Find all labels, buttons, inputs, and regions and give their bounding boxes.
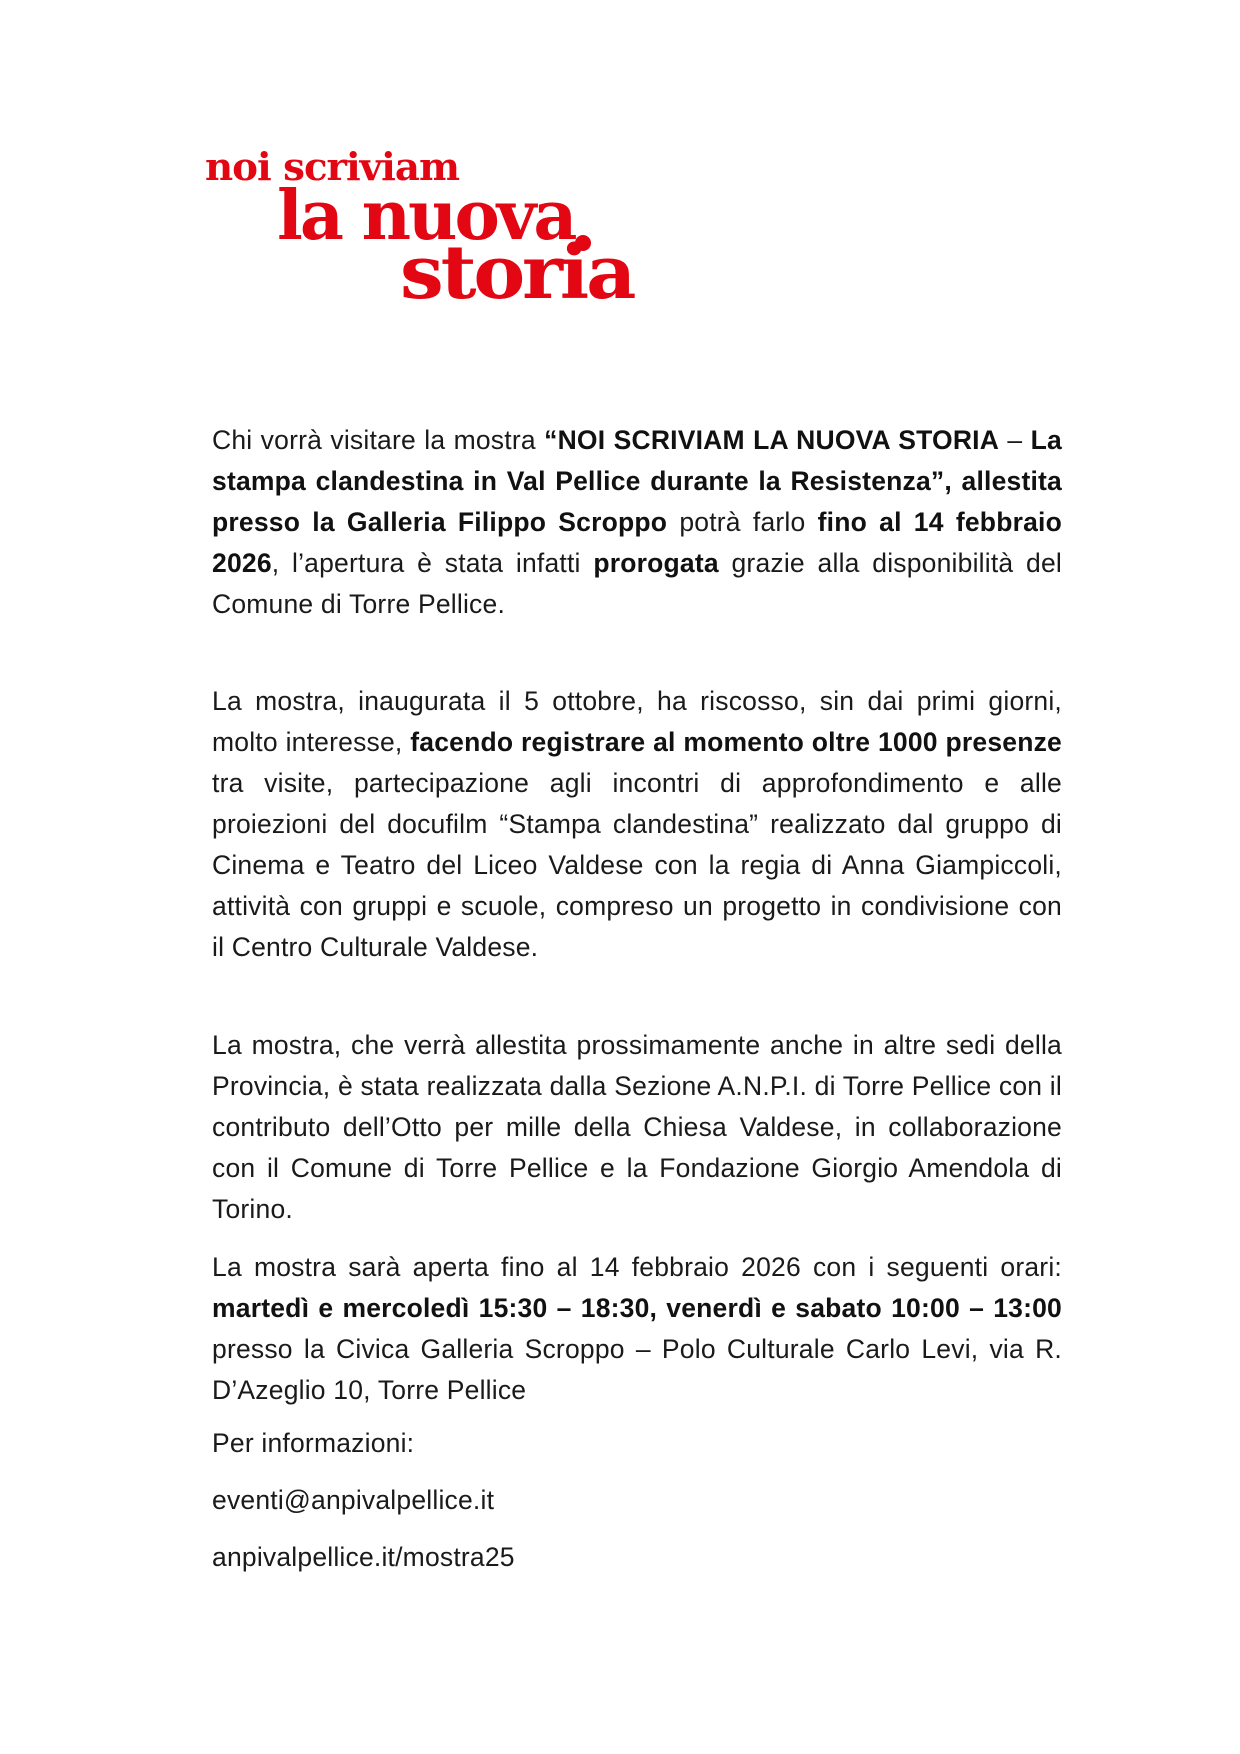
paragraph-attendance (212, 681, 1062, 968)
text-run: presso la Civica Galleria Scroppo – Polo Culturale Carlo Levi, via R. D’Azeglio 10, Torre Pellice (212, 1334, 1062, 1405)
paragraph-intro (212, 420, 1062, 625)
logo-line-1: noi scriviam (205, 144, 459, 189)
text-run: grazie alla disponibilità del Comune di Torre Pellice. (212, 548, 1062, 619)
text-run: tra visite, partecipazione agli incontri di approfondimento e alle proiezioni del docufilm “Stampa clandestina” realizzato dal gruppo di Cinema e Teatro del Liceo Valdese con la regia di Anna Giampiccoli, attività con gruppi e scuole, compreso un progetto in condivisione con il Centro Culturale Valdese. (212, 768, 1062, 962)
text-run: La mostra sarà aperta fino al 14 febbraio 2026 con i seguenti orari: (212, 1252, 1062, 1282)
logo-line-2: la nuova (277, 176, 575, 256)
text-run: La mostra, inaugurata il 5 ottobre, ha riscosso, sin dai primi giorni, molto interesse, (212, 686, 1062, 757)
text-run: – (999, 425, 1031, 455)
website-link[interactable]: anpivalpellice.it/mostra25 (212, 1542, 515, 1572)
end-date: fino al 14 febbraio 2026 (212, 507, 1062, 578)
exhibition-logo (0, 0, 1240, 340)
extended-label: prorogata (593, 548, 719, 578)
text-run: Chi vorrà visitare la mostra (212, 425, 545, 455)
attendance-highlight: facendo registrare al momento oltre 1000 presenze (410, 727, 1062, 757)
opening-hours: martedì e mercoledì 15:30 – 18:30, venerdì e sabato 10:00 – 13:00 (212, 1293, 1062, 1323)
info-label: Per informazioni: (212, 1428, 415, 1458)
paragraph-hours (212, 1247, 1062, 1411)
text-run: , l’apertura è stata infatti (271, 548, 594, 578)
exhibition-title: “NOI SCRIVIAM LA NUOVA STORIA (544, 425, 1000, 455)
exhibition-subtitle: La stampa clandestina in Val Pellice durante la Resistenza”, allestita presso la Galleria Filippo Scroppo (212, 425, 1062, 537)
logo-line-3: storia (400, 230, 634, 316)
text-run: potrà farlo (667, 507, 818, 537)
email-link[interactable]: eventi@anpivalpellice.it (212, 1485, 495, 1515)
paragraph-credits (212, 1025, 1062, 1230)
text-run: La mostra, che verrà allestita prossimamente anche in altre sedi della Provincia, è stata realizzata dalla Sezione A.N.P.I. di Torre Pellice con il contributo dell’Otto per mille della Chiesa Valdese, in collaborazione con il Comune di Torre Pellice e la Fondazione Giorgio Amendola di Torino. (212, 1030, 1062, 1224)
